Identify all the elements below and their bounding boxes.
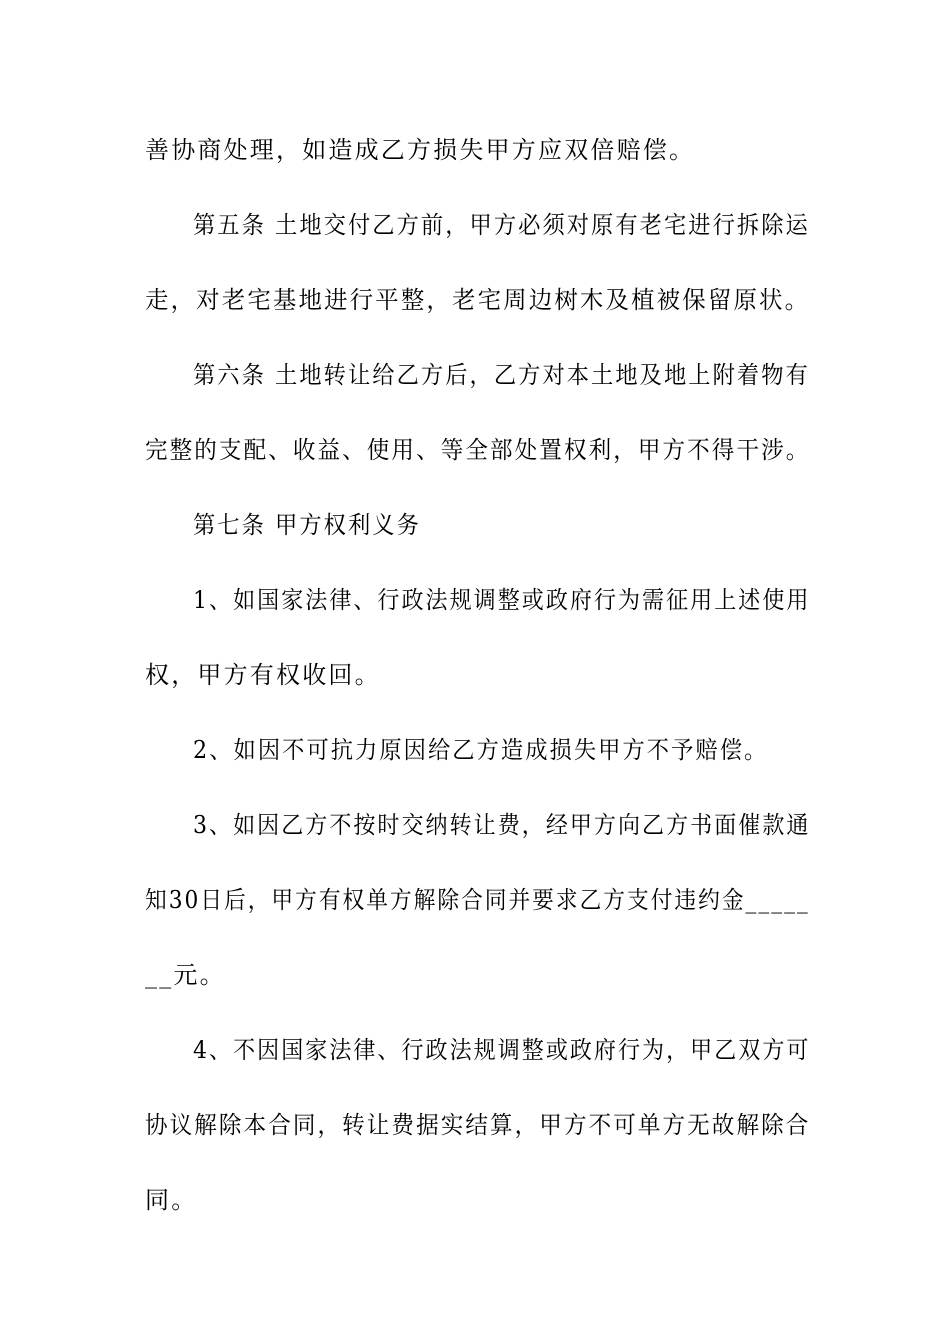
text-line: 协议解除本合同，转让费据实结算，甲方不可单方无故解除合	[145, 1111, 811, 1139]
text-line: 知30日后，甲方有权单方解除合同并要求乙方支付违约金_____	[145, 886, 810, 914]
text-line: 第七条 甲方权利义务	[193, 511, 421, 539]
text-line: 第五条 土地交付乙方前，甲方必须对原有老宅进行拆除运	[193, 211, 810, 239]
text-line: 2、如因不可抗力原因给乙方造成损失甲方不予赔偿。	[193, 736, 769, 764]
text-line: 同。	[145, 1186, 198, 1214]
text-line: 善协商处理，如造成乙方损失甲方应双倍赔偿。	[145, 136, 696, 164]
text-line: 4、不因国家法律、行政法规调整或政府行为，甲乙双方可	[193, 1036, 811, 1064]
text-line: 1、如国家法律、行政法规调整或政府行为需征用上述使用	[193, 586, 811, 614]
text-line: __元。	[145, 961, 226, 989]
text-line: 3、如因乙方不按时交纳转让费，经甲方向乙方书面催款通	[193, 811, 811, 839]
text-line: 完整的支配、收益、使用、等全部处置权利，甲方不得干涉。	[145, 436, 811, 464]
text-line: 第六条 土地转让给乙方后，乙方对本土地及地上附着物有	[193, 361, 810, 389]
text-line: 走，对老宅基地进行平整，老宅周边树木及植被保留原状。	[145, 286, 811, 314]
text-line: 权，甲方有权收回。	[145, 661, 381, 689]
